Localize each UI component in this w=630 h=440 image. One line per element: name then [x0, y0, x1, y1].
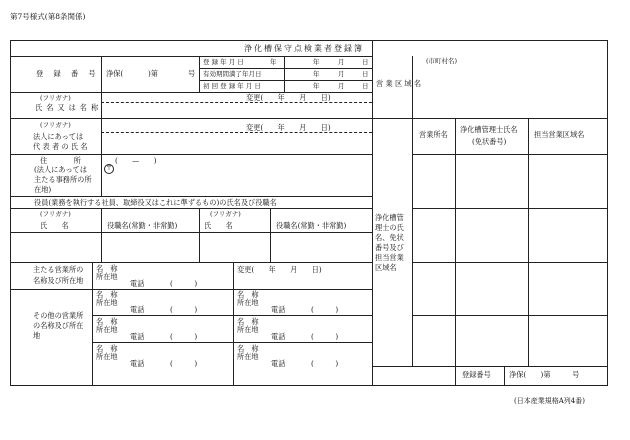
other3-tel-value: ( ) — [170, 332, 198, 341]
bottom-reg-value: 浄保( )第 号 — [509, 370, 580, 379]
area-header: 担当営業区域名 — [534, 130, 585, 139]
main-office-tel-label: 電話 — [130, 279, 145, 288]
name-label: 氏名又は名称 — [35, 103, 103, 112]
reg-number-label: 登 録 番 号 — [36, 69, 100, 78]
other6-name-label: 名 称 — [237, 344, 259, 353]
other-office-label-1: その他の営業所 — [33, 311, 84, 320]
main-office-place-label: 所在地 — [96, 272, 118, 281]
main-office-change: 変更( 年 月 日) — [237, 265, 322, 274]
main-office-name-label: 名 称 — [96, 264, 118, 273]
addr-label-3: 主たる事務所の所 — [34, 175, 92, 184]
other4-name-label: 名 称 — [237, 317, 259, 326]
reg-day: 日 — [362, 58, 369, 66]
exp-day: 日 — [362, 70, 369, 78]
other6-tel-value: ( ) — [311, 359, 339, 368]
mgr-name-header: 浄化槽管理士氏名 — [460, 125, 518, 134]
main-office-tel-value: ( ) — [170, 279, 198, 288]
mgr-label-1: 浄化槽管 — [375, 213, 404, 222]
other4-tel-value: ( ) — [311, 332, 339, 341]
other1-name-label: 名 称 — [96, 290, 118, 299]
other5-tel-label: 電話 — [130, 359, 145, 368]
other1-place-label: 所在地 — [96, 298, 118, 307]
paper-size-note: (日本産業規格A列4番) — [514, 397, 585, 405]
reg-year-2: 年 — [313, 58, 320, 66]
officer-post-2: 役職名(常勤・非常勤) — [276, 221, 347, 230]
other5-name-label: 名 称 — [96, 344, 118, 353]
other5-tel-value: ( ) — [170, 359, 198, 368]
other3-place-label: 所在地 — [96, 325, 118, 334]
rep-furigana: (フリガナ) — [40, 121, 71, 129]
expiry-date-label: 有効期間満了年月日 — [203, 70, 262, 78]
other1-tel-label: 電話 — [130, 305, 145, 314]
exp-year: 年 — [313, 70, 320, 78]
main-office-label-1: 主たる営業所の — [33, 265, 84, 274]
addr-label-4: 在地) — [34, 185, 52, 194]
officer-furigana-2: (フリガナ) — [210, 210, 241, 218]
other1-tel-value: ( ) — [170, 305, 198, 314]
form-title: 浄化槽保守点検業者登録簿 — [244, 44, 364, 53]
exp-month: 月 — [338, 70, 345, 78]
init-year: 年 — [313, 82, 320, 90]
addr-label-1: 住 所 — [40, 156, 85, 165]
name-change: 変更( 年 月 日) — [246, 93, 331, 102]
reg-date-label: 登 録 年 月 日 — [203, 58, 244, 66]
postal-code: ( — ) — [115, 156, 157, 165]
other2-tel-label: 電話 — [271, 305, 286, 314]
reg-number-suffix: 号 — [188, 69, 196, 78]
main-office-label-2: 名称及び所在地 — [33, 276, 84, 285]
other3-name-label: 名 称 — [96, 317, 118, 326]
area-label: 営 業 区 域 名 — [376, 79, 422, 88]
mgr-label-4: 番号及び — [375, 243, 404, 252]
officer-furigana-1: (フリガナ) — [40, 210, 71, 218]
other2-name-label: 名 称 — [237, 290, 259, 299]
officer-post-1: 役職名(常勤・非常勤) — [107, 221, 178, 230]
other6-place-label: 所在地 — [237, 352, 259, 361]
mgr-label-5: 担当営業 — [375, 253, 404, 262]
rep-label-2: 代 表 者 の 氏 名 — [33, 142, 88, 151]
officers-title: 役員(業務を執行する社員、取締役又はこれに準ずるもの)の氏名及び役職名 — [34, 198, 277, 207]
postal-mark-icon: 〒 — [105, 165, 112, 172]
reg-month: 月 — [338, 58, 345, 66]
office-name-header: 営業所名 — [419, 130, 448, 139]
other2-place-label: 所在地 — [237, 298, 259, 307]
other-office-label-2: の名称及び所在 — [33, 321, 84, 330]
init-day: 日 — [362, 82, 369, 90]
mgr-label-3: 名、免状 — [375, 233, 404, 242]
mgr-label-2: 理士の氏 — [375, 223, 404, 232]
name-furigana: (フリガナ) — [40, 94, 71, 102]
addr-label-2: (法人にあっては — [34, 165, 88, 174]
other6-tel-label: 電話 — [271, 359, 286, 368]
form-number: 第7号様式(第8条関係) — [10, 12, 86, 21]
mgr-label-6: 区域名 — [375, 263, 397, 272]
reg-year: 年 — [270, 58, 277, 66]
other5-place-label: 所在地 — [96, 352, 118, 361]
city-label: (市町村名) — [426, 57, 458, 65]
other2-tel-value: ( ) — [311, 305, 339, 314]
other4-tel-label: 電話 — [271, 332, 286, 341]
other-office-label-3: 地 — [33, 331, 41, 340]
mgr-license-header: (免状番号) — [472, 137, 507, 146]
init-month: 月 — [338, 82, 345, 90]
officer-name-1: 氏 名 — [40, 221, 69, 230]
bottom-reg-label: 登録番号 — [462, 370, 491, 379]
rep-change: 変更( 年 月 日) — [246, 123, 331, 132]
other4-place-label: 所在地 — [237, 325, 259, 334]
reg-number-mid: )第 — [148, 69, 158, 78]
reg-number-prefix: 浄保( — [106, 69, 124, 78]
other3-tel-label: 電話 — [130, 332, 145, 341]
rep-label-1: 法人にあっては — [33, 132, 84, 141]
initial-reg-date-label: 初 回 登 録 年 月 日 — [203, 82, 261, 90]
officer-name-2: 氏 名 — [204, 221, 233, 230]
